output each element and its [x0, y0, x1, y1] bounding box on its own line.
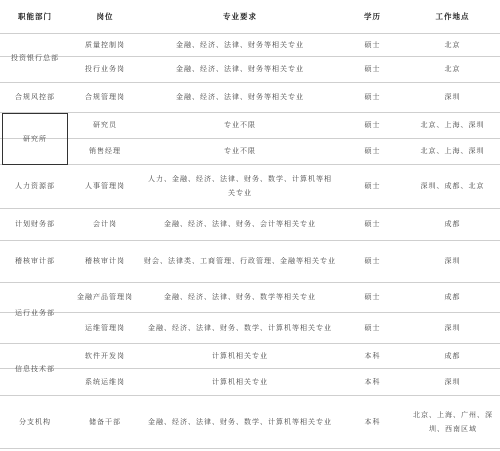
education-cell: 硕士: [364, 40, 381, 49]
education-cell: 本科: [364, 351, 381, 360]
header-major: 专业要求: [223, 12, 257, 21]
department-cell: 运行业务部: [15, 308, 55, 317]
position-cell: 金融产品管理岗: [77, 293, 133, 301]
major-cell: 计算机相关专业: [212, 377, 268, 386]
major-cell: 金融、经济、法律、财务、会计等相关专业: [164, 220, 316, 228]
education-cell: 硕士: [364, 93, 381, 101]
header-position: 岗位: [96, 12, 114, 21]
education-cell: 硕士: [364, 147, 381, 155]
location-cell: 深圳: [444, 257, 461, 265]
position-cell: 运维管理岗: [85, 323, 125, 332]
header-location: 工作地点: [435, 12, 470, 21]
major-cell: 金融、经济、法律、财务、数学、计算机等相关专业: [148, 417, 332, 426]
position-cell: 销售经理: [89, 147, 121, 155]
location-cell: 北京、上海、深圳: [420, 121, 485, 129]
position-cell: 质量控制岗: [85, 40, 125, 49]
major-cell: 金融、经济、法律、财务、数学等相关专业: [164, 293, 316, 301]
location-cell: 成都: [444, 351, 461, 360]
row-divider: [0, 448, 500, 449]
department-cell: 投资银行总部: [11, 53, 59, 62]
department-cell: 分支机构: [19, 417, 51, 426]
education-cell: 硕士: [364, 65, 381, 73]
position-cell: 储备干部: [89, 417, 121, 426]
location-cell: 北京、上海、广州、深圳、西南区域: [413, 410, 493, 433]
major-cell: 计算机相关专业: [212, 351, 268, 360]
major-cell: 财会、法律类、工商管理、行政管理、金融等相关专业: [144, 257, 336, 265]
position-cell: 投行业务岗: [85, 65, 125, 73]
education-cell: 硕士: [364, 323, 381, 332]
education-cell: 硕士: [364, 293, 381, 301]
location-cell: 成都: [444, 293, 461, 301]
position-cell: 人事管理岗: [85, 182, 125, 190]
position-cell: 研究员: [93, 121, 117, 129]
location-cell: 深圳、成都、北京: [420, 182, 485, 190]
location-cell: 深圳: [444, 377, 461, 386]
department-cell: 计划财务部: [15, 220, 55, 228]
department-cell: 研究所: [23, 135, 47, 143]
major-cell: 人力、金融、经济、法律、财务、数学、计算机等相关专业: [148, 175, 332, 197]
major-cell: 金融、经济、法律、财务等相关专业: [176, 93, 304, 101]
location-cell: 深圳: [444, 323, 461, 332]
education-cell: 硕士: [364, 182, 381, 190]
major-cell: 专业不限: [224, 147, 256, 155]
location-cell: 成都: [444, 220, 461, 228]
location-cell: 北京: [444, 40, 461, 49]
major-cell: 金融、经济、法律、财务、数学、计算机等相关专业: [148, 323, 332, 332]
department-cell: 合规风控部: [15, 93, 55, 101]
department-cell: 稽核审计部: [15, 257, 55, 265]
department-cell: 信息技术部: [15, 365, 55, 373]
major-cell: 金融、经济、法律、财务等相关专业: [176, 40, 304, 49]
education-cell: 硕士: [364, 121, 381, 129]
education-cell: 本科: [364, 377, 381, 386]
position-cell: 合规管理岗: [85, 93, 125, 101]
header-education: 学历: [364, 12, 381, 21]
location-cell: 北京、上海、深圳: [420, 147, 485, 155]
position-cell: 会计岗: [93, 220, 117, 228]
department-cell: 人力资源部: [15, 182, 55, 190]
major-cell: 专业不限: [224, 121, 256, 129]
education-cell: 本科: [364, 417, 381, 426]
location-cell: 深圳: [444, 93, 461, 101]
location-cell: 北京: [444, 65, 461, 73]
position-cell: 系统运维岗: [85, 377, 125, 386]
education-cell: 硕士: [364, 257, 381, 265]
position-cell: 稽核审计岗: [85, 257, 125, 265]
position-cell: 软件开发岗: [85, 351, 125, 360]
major-cell: 金融、经济、法律、财务等相关专业: [176, 65, 304, 73]
education-cell: 硕士: [364, 220, 381, 228]
header-department: 职能部门: [18, 12, 52, 21]
